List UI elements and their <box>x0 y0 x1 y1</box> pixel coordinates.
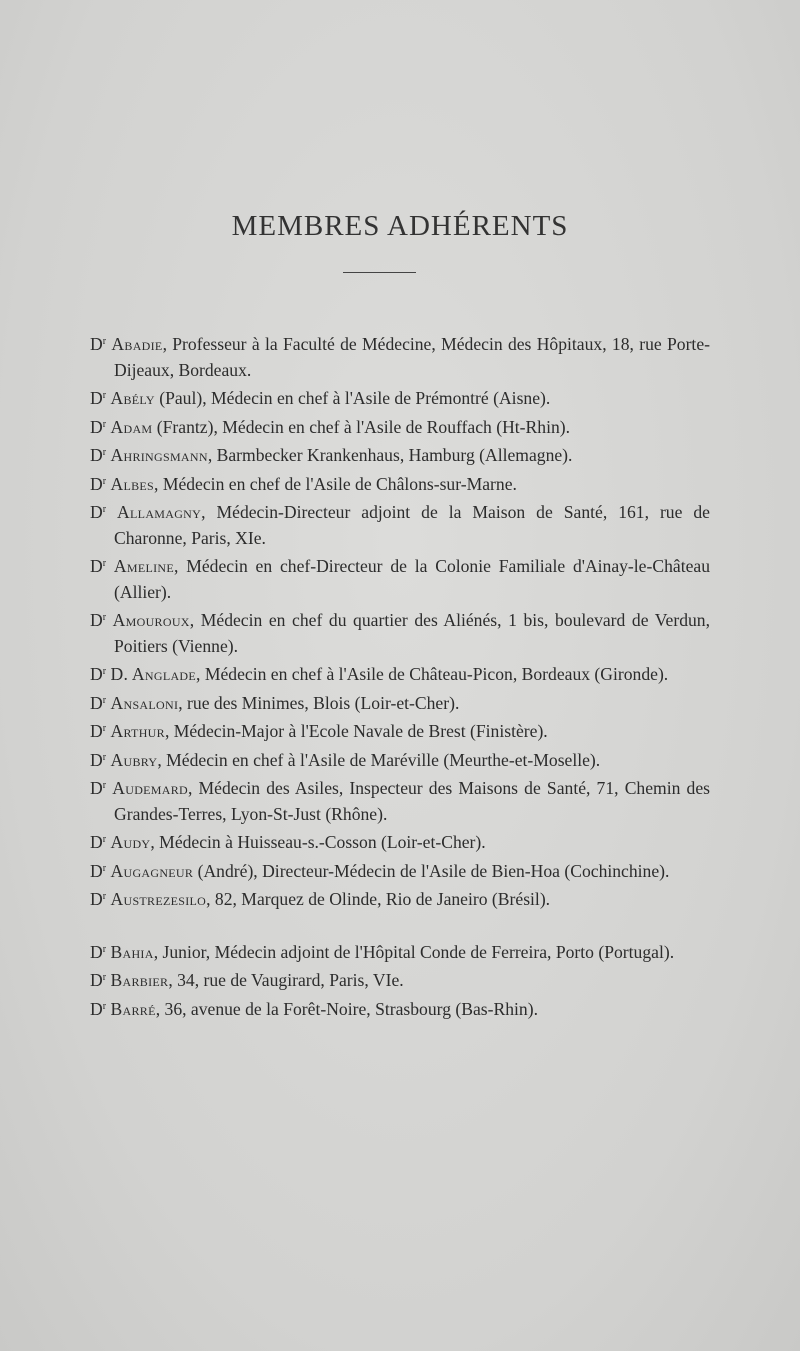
dr-prefix: $D^r$ <box>90 556 107 576</box>
dr-prefix: $D^r$ <box>90 832 107 852</box>
members-list <box>90 329 710 1022</box>
member-entry <box>90 994 710 1023</box>
dr-prefix: $D^r$ <box>90 445 107 465</box>
member-name: Abély <box>110 388 155 408</box>
dr-prefix: $D^r$ <box>90 749 107 770</box>
member-entry <box>90 773 710 827</box>
dr-prefix: $D^r$ <box>90 889 107 909</box>
title-rule <box>343 272 416 273</box>
member-details: , Médecin en chef de l'Asile de Châlons-sur-Marne. <box>154 473 517 494</box>
member-name: Barré <box>110 998 156 1019</box>
dr-prefix: $D^r$ <box>90 416 107 437</box>
member-entry <box>90 884 710 913</box>
member-name: Abadie <box>111 334 163 354</box>
member-details: , Médecin-Directeur adjoint de la Maison de Santé, 161, rue de Charonne, Paris, XIe. <box>114 502 710 548</box>
member-details: , 36, avenue de la Forêt-Noire, Strasbourg (Bas-Rhin). <box>155 998 538 1019</box>
member-details: , Médecin en chef à l'Asile de Château-Picon, Bordeaux (Gironde). <box>196 664 669 684</box>
dr-prefix: $D^r$ <box>90 721 107 741</box>
member-entry <box>90 856 710 885</box>
member-name: Austrezesilo <box>110 889 207 909</box>
member-name: Amouroux <box>112 610 190 630</box>
dr-prefix: $D^r$ <box>90 941 107 962</box>
dr-prefix: $D^r$ <box>90 334 107 354</box>
member-entry <box>90 440 710 469</box>
member-details: , rue des Minimes, Blois (Loir-et-Cher). <box>178 692 460 713</box>
member-entry <box>90 745 710 774</box>
member-details: (André), Directeur-Médecin de l'Asile de Bien-Hoa (Cochinchine). <box>193 860 670 881</box>
member-details: , 82, Marquez de Olinde, Rio de Janeiro (Brésil). <box>206 889 551 909</box>
member-details: , Médecin des Asiles, Inspecteur des Maisons de Santé, 71, Chemin des Grandes-Terres, Lyon-St-Just (Rhône). <box>114 778 711 824</box>
member-entry <box>90 329 710 383</box>
member-name: D. Anglade <box>110 664 197 684</box>
member-entry <box>90 827 710 856</box>
member-details: , Médecin en chef à l'Asile de Maréville (Meurthe-et-Moselle). <box>157 749 601 770</box>
member-details: , Professeur à la Faculté de Médecine, Médecin des Hôpitaux, 18, rue Porte-Dijeaux, Bordeaux. <box>114 334 710 380</box>
member-entry <box>90 688 710 717</box>
member-entry <box>90 551 710 605</box>
member-entry <box>90 605 710 659</box>
member-entry <box>90 383 710 412</box>
member-name: Allamagny <box>117 502 202 522</box>
member-details: , Médecin en chef-Directeur de la Colonie Familiale d'Ainay-le-Château (Allier). <box>114 556 710 602</box>
dr-prefix: $D^r$ <box>90 970 107 990</box>
member-entry <box>90 965 710 994</box>
member-name: Audy <box>110 832 151 852</box>
member-entry <box>90 937 710 966</box>
member-details: , Barmbecker Krankenhaus, Hamburg (Allemagne). <box>207 445 573 465</box>
dr-prefix: $D^r$ <box>90 778 107 798</box>
dr-prefix: $D^r$ <box>90 473 107 494</box>
member-name: Bahia <box>110 941 154 962</box>
member-name: Ameline <box>113 556 175 576</box>
dr-prefix: $D^r$ <box>90 664 107 684</box>
member-name: Ansaloni <box>110 692 179 713</box>
member-entry <box>90 659 710 688</box>
member-name: Albes <box>110 473 155 494</box>
member-name: Adam <box>110 416 153 437</box>
member-name: Aubry <box>110 749 158 770</box>
member-name: Arthur <box>110 721 165 741</box>
member-details: (Frantz), Médecin en chef à l'Asile de Rouffach (Ht-Rhin). <box>152 416 571 437</box>
dr-prefix: $D^r$ <box>90 860 107 881</box>
member-details: , Médecin-Major à l'Ecole Navale de Brest (Finistère). <box>164 721 548 741</box>
dr-prefix: $D^r$ <box>90 998 107 1019</box>
dr-prefix: $D^r$ <box>90 610 107 630</box>
dr-prefix: $D^r$ <box>90 502 107 522</box>
member-name: Ahringsmann <box>110 445 208 465</box>
dr-prefix: $D^r$ <box>90 388 107 408</box>
member-entry <box>90 412 710 441</box>
member-details: , Junior, Médecin adjoint de l'Hôpital Conde de Ferreira, Porto (Portugal). <box>153 941 675 962</box>
dr-prefix: $D^r$ <box>90 692 107 713</box>
member-entry <box>90 716 710 745</box>
member-name: Augagneur <box>110 860 194 881</box>
member-details: , 34, rue de Vaugirard, Paris, VIe. <box>168 970 404 990</box>
member-details: (Paul), Médecin en chef à l'Asile de Prémontré (Aisne). <box>154 388 551 408</box>
member-entry <box>90 469 710 498</box>
member-details: , Médecin à Huisseau-s.-Cosson (Loir-et-Cher). <box>150 832 486 852</box>
member-entry <box>90 497 710 551</box>
page-title: MEMBRES ADHÉRENTS <box>231 210 569 242</box>
member-name: Barbier <box>110 970 169 990</box>
member-details: , Médecin en chef du quartier des Aliénés, 1 bis, boulevard de Verdun, Poitiers (Vienne). <box>114 610 710 656</box>
member-name: Audemard <box>112 778 188 798</box>
